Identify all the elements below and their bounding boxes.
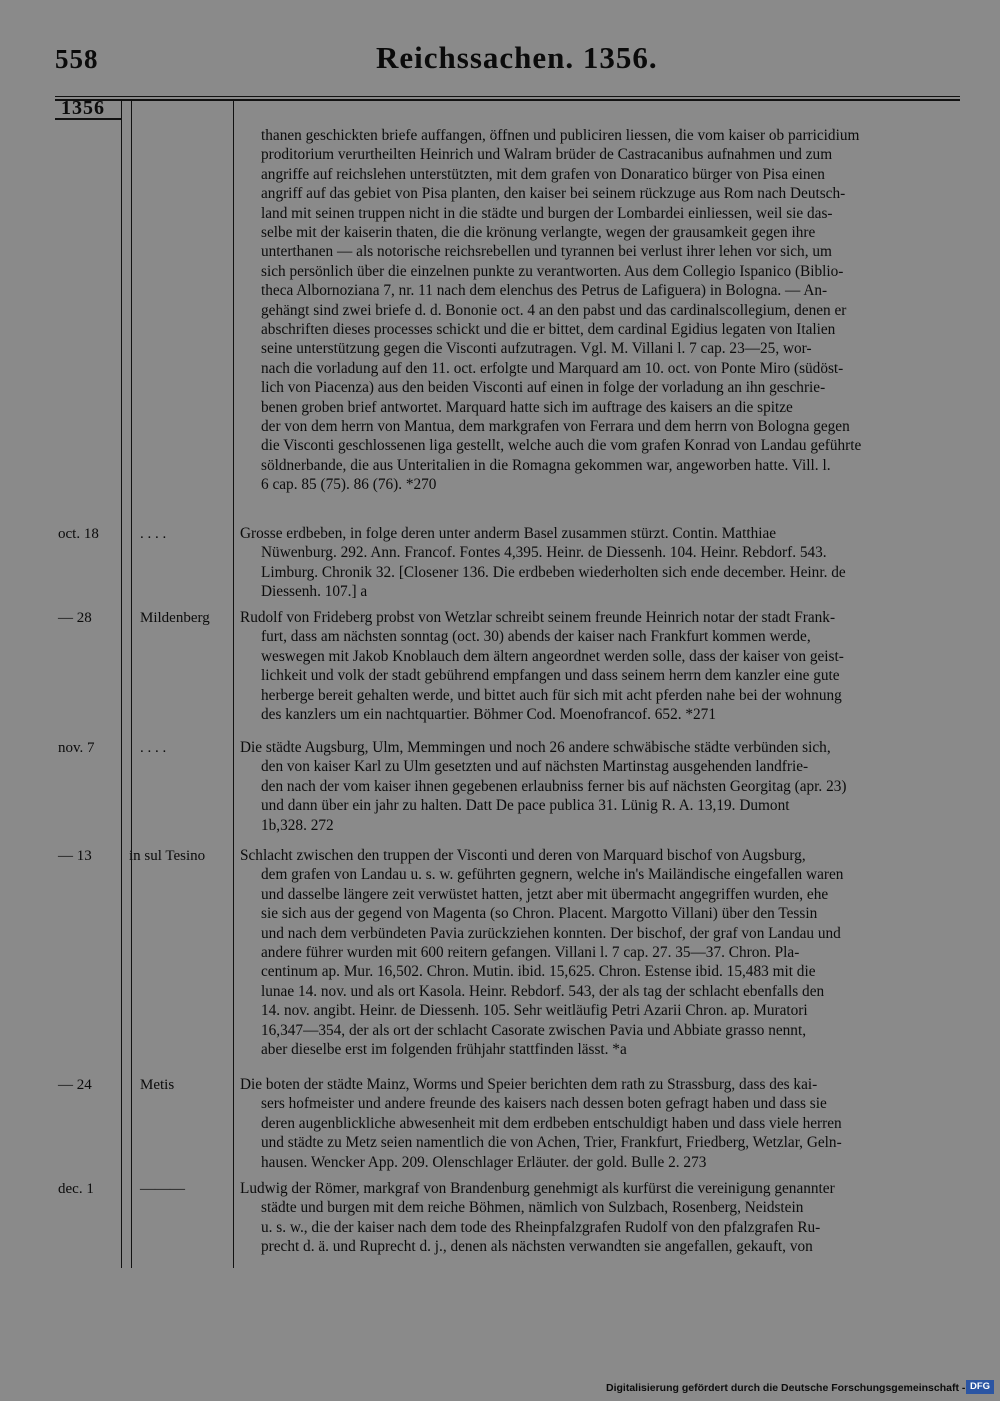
entry-text-line: abschriften dieses processes schickt und die er bittet, dem cardinal Egidius legaten von Italien [261,321,836,338]
entry-text-line: angriffe auf reichslehen unterstützten, mit dem grafen von Donaratico bürger von Pisa einen [261,165,825,183]
entry-text-line: 6 cap. 85 (75). 86 (76). *270 [261,476,437,494]
entry-text-line: söldnerbande, die aus Unteritalien in die Romagna gekommen war, angeworben hatte. Vill. l. [261,456,831,474]
entry-text-line: selbe mit der kaiserin thaten, die die krönung verlangte, wegen der grausamkeit gegen ihre [261,224,816,241]
page-number: 558 [55,44,99,74]
entry-text-line: theca Albornoziana 7, nr. 11 nach dem elenchus des Petrus de Lafiguera) in Bologna. — An- [261,282,828,300]
entry-date: nov. 7 [58,740,95,756]
entry-text-line: und dasselbe längere zeit verwüstet hatten, jetzt aber mit übermacht angegriffen wurden, ehe [261,885,829,903]
entry-text-line: lunae 14. nov. und als ort Kasola. Heinr. Rebdorf. 543, der als tag der schlacht ebenfalls den [261,982,825,1000]
entry-text-line: städte und burgen mit dem reiche Böhmen, nämlich von Sulzbach, Rosenberg, Neidstein [261,1199,804,1217]
entry-text-line: Rudolf von Frideberg probst von Wetzlar schreibt seinem freunde Heinrich notar der stadt Frank- [240,609,836,626]
entry-text-line: u. s. w., die der kaiser nach dem tode des Rheinpfalzgrafen Rudolf von den pfalzgrafen Ru- [261,1218,821,1236]
entry-text-line: den von kaiser Karl zu Ulm gesetzten und auf nächsten Martinstag ausgehenden landfrie- [261,758,809,776]
entry-text-line: Die boten der städte Mainz, Worms und Speier berichten dem rath zu Strassburg, dass des kai- [240,1076,818,1093]
entry-text-line: angriff auf das gebiet von Pisa planten, den kaiser bei seinem rückzuge aus Rom nach Deutsch- [261,185,846,203]
year-label: 1356 [55,96,121,120]
entry-text-line: proditorium verurtheilten Heinrich und Walram brüder de Castracanibus aufnahmen und zum [261,146,833,164]
entry-text-line: herberge bereit gehalten werde, und bittet auch für sich mit acht pferden nahe bei der wohnung [261,686,842,704]
header-rule-thick [55,99,960,101]
entry-place: in sul Tesino [129,848,206,864]
entry-text-line: Limburg. Chronik 32. [Closener 136. Die erdbeben wiederholten sich ende december. Heinr. de [261,563,846,581]
entry-text-line: benen groben brief antwortet. Marquard hatte sich im auftrage des kaisers an die spitze [261,398,793,416]
entry-text-line: dem grafen von Landau u. s. w. geführten gegnern, welche in's Mailändische eingefallen waren [261,866,844,884]
dfg-logo: DFG [966,1380,994,1394]
column-rule-date [121,100,122,1268]
entry-text-line: Diessenh. 107.] a [261,583,368,601]
entry-place: . . . . [140,526,167,542]
entry-text-line: des kanzlers um ein nachtquartier. Böhmer Cod. Moenofrancof. 652. *271 [261,706,716,723]
entry-text-line: unterthanen — als notorische reichsrebellen und tyrannen bei verlust ihrer lehen vor sich, um [261,243,832,261]
footer-text: Digitalisierung gefördert durch die Deutsche Forschungsgemeinschaft - [606,1382,966,1394]
page-title: Reichssachen. 1356. [376,40,658,75]
entry-text-line: sers hofmeister und andere freunde des kaisers nach dessen boten gefragt haben und dass sie [261,1095,827,1113]
entry-text-line: andere führer wurden mit 600 reitern gefangen. Villani l. 7 cap. 27. 35—37. Chron. Pla- [261,944,800,961]
entry-date: — 13 [58,848,92,864]
entry-text-line: Ludwig der Römer, markgraf von Brandenburg genehmigt als kurfürst die vereinigung genannter [240,1180,835,1197]
entry-text-line: lichkeit und volk der stadt gebührend empfangen und dass seinem herrn dem kanzler eine gute [261,667,840,685]
entry-date: — 28 [58,610,92,626]
entry-text-line: den nach der vom kaiser ihnen gegebenen erlaubniss ferner bis auf nächsten Georgitag (apr. 23) [261,777,847,795]
entry-text-line: thanen geschickten briefe auffangen, öffnen und publiciren liessen, die vom kaiser ob parricidium [261,127,860,144]
entry-text-line: und städte zu Metz seien namentlich die von Achen, Trier, Frankfurt, Friedberg, Wetzlar, Geln- [261,1134,842,1152]
entry-date: — 24 [58,1077,92,1093]
entry-text-line: und nach dem verbündeten Pavia zurückziehen konnten. Der bischof, der graf von Landau und [261,924,841,942]
entry-text-line: land mit seinen truppen nicht in die städte und burgen der Lombardei einliessen, weil sie das- [261,204,833,222]
entry-text-line: sie sich aus der gegend von Magenta (so Chron. Placent. Margotto Villani) über den Tessin [261,905,818,923]
entry-place: Metis [140,1077,175,1093]
entry-text-line: 1b,328. 272 [261,816,334,834]
entry-text-line: der von dem herrn von Mantua, dem markgrafen von Ferrara und dem herrn von Bologna gegen [261,418,850,435]
entry-text-line: lich von Piacenza) aus den beiden Visconti auf einen in folge der vorladung an ihn geschrie- [261,379,826,397]
entry-text-line: weswegen mit Jakob Knoblauch dem ältern angeordnet werden solle, dass der kaiser von geist- [261,647,844,665]
column-rule-place [233,100,234,1268]
column-rule-date-inner [131,100,132,1268]
entry-place: Mildenberg [140,610,210,626]
entry-text-line: furt, dass am nächsten sonntag (oct. 30) abends der kaiser nach Frankfurt kommen werde, [261,628,811,646]
entry-text-line: centinum ap. Mur. 16,502. Chron. Mutin. ibid. 15,625. Chron. Estense ibid. 15,483 mit die [261,963,816,981]
entry-date: dec. 1 [58,1181,94,1197]
entry-text-line: seine unterstützung gegen die Visconti aufzutragen. Vgl. M. Villani l. 7 cap. 23—25, wor- [261,340,812,358]
entry-place: . . . . [140,740,167,756]
entry-text-line: 14. nov. angibt. Heinr. de Diessenh. 105. Sehr weitläufig Petri Azarii Chron. ap. Muratori [261,1002,808,1020]
entry-text-line: gehängt sind zwei briefe d. d. Bononie oct. 4 an den pabst und das cardinalscollegium, denen er [261,301,847,319]
entry-text-line: sich persönlich über die einzelnen punkte zu verantworten. Aus dem Collegio Ispanico (Biblio- [261,262,844,280]
entry-text-line: hausen. Wencker App. 209. Olenschlager Erläuter. der gold. Bulle 2. 273 [261,1153,707,1171]
entry-text-line: 16,347—354, der als ort der schlacht Casorate zwischen Pavia und Abbiate grasso nennt, [261,1021,807,1039]
entry-text-line: und dann über ein jahr zu halten. Datt De pace publica 31. Lünig R. A. 13,19. Dumont [261,797,790,815]
entry-place: ——— [140,1181,185,1197]
entry-text-line: Die städte Augsburg, Ulm, Memmingen und noch 26 andere schwäbische städte verbünden sich, [240,739,831,756]
entry-text-line: Schlacht zwischen den truppen der Visconti und deren von Marquard bischof von Augsburg, [240,847,806,864]
entry-text-line: deren augenblickliche abwesenheit mit dem erdbeben entschuldigt haben und dass viele herren [261,1114,842,1132]
entry-text-line: Grosse erdbeben, in folge deren unter anderm Basel zusammen stürzt. Contin. Matthiae [240,525,777,542]
entry-text-line: Nüwenburg. 292. Ann. Francof. Fontes 4,395. Heinr. de Diessenh. 104. Heinr. Rebdorf. 543. [261,544,827,562]
entry-date: oct. 18 [58,526,99,542]
entry-text-line: nach die vorladung auf den 11. oct. erfolgte und Marquard am 10. oct. von Ponte Miro (südöst- [261,359,844,377]
entry-text-line: aber dieselbe erst im folgenden frühjahr stattfinden lässt. *a [261,1041,627,1058]
entry-text-line: precht d. ä. und Ruprecht d. j., denen als nächsten verwandten sie angefallen, gekauft, von [261,1238,813,1256]
entry-text-line: die Visconti geschlossenen liga gestellt, welche auch die vom grafen Konrad von Landau geführte [261,437,862,455]
header-rule [55,96,960,97]
